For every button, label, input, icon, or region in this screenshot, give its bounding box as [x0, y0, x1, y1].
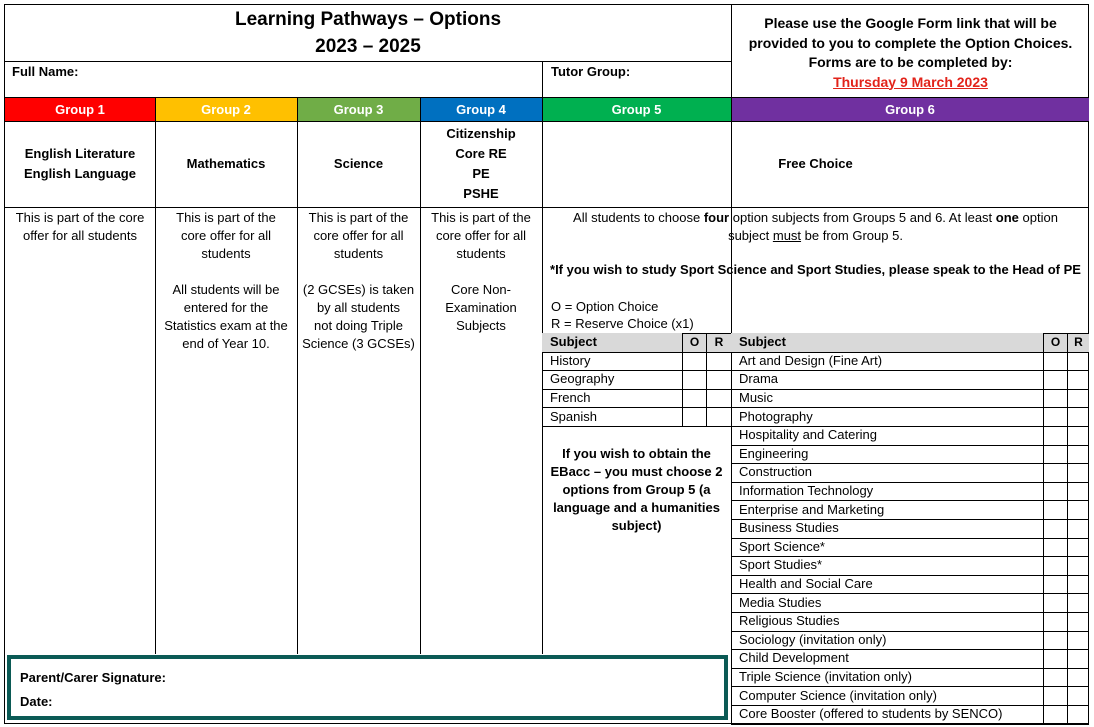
option-choice-cell[interactable]: [1043, 463, 1067, 482]
group-4-subjects: Citizenship Core RE PE PSHE: [446, 126, 516, 201]
subject-name: Core Booster (offered to students by SENCO): [739, 706, 1003, 722]
divider: [542, 426, 731, 427]
group-1-header: Group 1: [5, 97, 155, 121]
subject-name: Information Technology: [739, 483, 874, 499]
option-choice-cell[interactable]: [1043, 519, 1067, 538]
group-6-header: Group 6: [731, 97, 1089, 121]
subject-name: Business Studies: [739, 520, 839, 536]
option-choice-cell[interactable]: [1043, 705, 1067, 724]
group-2-description: This is part of the core offer for all students All students will be entered for the Statistics exam at the end of Year 10.: [164, 210, 288, 351]
option-choice-cell[interactable]: [682, 352, 706, 371]
sport-note: *If you wish to study Sport Science and Sport Studies, please speak to the Head of PE: [550, 262, 1081, 277]
reserve-choice-cell[interactable]: [706, 370, 731, 389]
subject-name: Spanish: [550, 408, 597, 424]
subject-name: Engineering: [739, 445, 809, 461]
option-choice-cell[interactable]: [682, 370, 706, 389]
reserve-choice-cell[interactable]: [1067, 389, 1089, 408]
option-choice-cell[interactable]: [1043, 500, 1067, 519]
reserve-choice-cell[interactable]: [1067, 705, 1089, 724]
reserve-choice-cell[interactable]: [706, 407, 731, 426]
subject-name: Music: [739, 390, 773, 406]
deadline-date: Thursday 9 March 2023: [833, 73, 988, 90]
reserve-choice-cell[interactable]: [1067, 612, 1089, 631]
subject-name: Sociology (invitation only): [739, 631, 887, 647]
reserve-choice-cell[interactable]: [1067, 668, 1089, 687]
subject-name: Triple Science (invitation only): [739, 669, 912, 685]
legend-option: O = Option Choice: [551, 299, 659, 314]
subject-name: Geography: [550, 371, 615, 387]
subject-name: History: [550, 352, 591, 368]
group-3-description: This is part of the core offer for all students (2 GCSEs) is taken by all students not doing Triple Science (3 GCSEs): [302, 210, 415, 351]
option-choice-cell[interactable]: [1043, 575, 1067, 594]
option-choice-cell[interactable]: [1043, 445, 1067, 464]
page-title: [5, 5, 731, 61]
option-choice-cell[interactable]: [682, 389, 706, 408]
subject-column-header: Subject: [731, 333, 1043, 352]
reserve-choice-cell[interactable]: [706, 389, 731, 408]
option-column-header: O: [682, 333, 706, 352]
instruction-line-3: Forms are to be completed by:: [808, 54, 1013, 70]
group-1-subjects: English Literature English Language: [24, 146, 136, 181]
group-4-header: Group 4: [420, 97, 542, 121]
group-3-header: Group 3: [297, 97, 420, 121]
option-choice-cell[interactable]: [1043, 538, 1067, 557]
reserve-choice-cell[interactable]: [1067, 500, 1089, 519]
reserve-choice-cell[interactable]: [1067, 631, 1089, 650]
reserve-choice-cell[interactable]: [706, 352, 731, 371]
subject-name: Child Development: [739, 650, 849, 666]
subject-column-header: Subject: [542, 333, 682, 352]
instruction-line-2: provided to you to complete the Option Choices.: [748, 34, 1073, 51]
group-2-subject: Mathematics: [186, 156, 266, 171]
option-choice-cell[interactable]: [1043, 593, 1067, 612]
free-choice-intro: All students to choose four option subjects from Groups 5 and 6. At least one option subject must be from Group 5.: [573, 210, 1058, 243]
divider: [5, 97, 1089, 98]
reserve-column-header: R: [706, 333, 731, 352]
subject-name: Health and Social Care: [739, 576, 873, 592]
title-line-2: 2023 – 2025: [315, 36, 421, 57]
subject-name: Enterprise and Marketing: [739, 501, 885, 517]
reserve-choice-cell[interactable]: [1067, 538, 1089, 557]
reserve-choice-cell[interactable]: [1067, 649, 1089, 668]
divider: [5, 61, 731, 62]
group-3-subject: Science: [333, 156, 384, 171]
subject-name: Hospitality and Catering: [739, 427, 878, 443]
reserve-choice-cell[interactable]: [1067, 370, 1089, 389]
option-choice-cell[interactable]: [682, 407, 706, 426]
reserve-choice-cell[interactable]: [1067, 482, 1089, 501]
full-name-field[interactable]: Full Name:: [12, 64, 79, 79]
reserve-choice-cell[interactable]: [1067, 593, 1089, 612]
divider: [5, 207, 1089, 208]
subject-name: Sport Studies*: [739, 557, 823, 573]
subject-name: Drama: [739, 371, 779, 387]
group-2-header: Group 2: [155, 97, 297, 121]
reserve-choice-cell[interactable]: [1067, 426, 1089, 445]
subject-name: Construction: [739, 464, 812, 480]
option-choice-cell[interactable]: [1043, 649, 1067, 668]
group-4-description: This is part of the core offer for all students Core Non- Examination Subjects: [431, 210, 531, 333]
option-choice-cell[interactable]: [1043, 556, 1067, 575]
divider: [731, 724, 1089, 725]
reserve-choice-cell[interactable]: [1067, 445, 1089, 464]
reserve-choice-cell[interactable]: [1067, 686, 1089, 705]
option-choice-cell[interactable]: [1043, 668, 1067, 687]
subject-name: Art and Design (Fine Art): [739, 352, 883, 368]
ebacc-note: If you wish to obtain the EBacc – you must choose 2 options from Group 5 (a language and a humanities subject): [550, 446, 723, 533]
option-choice-cell[interactable]: [1043, 631, 1067, 650]
option-choice-cell[interactable]: [1043, 370, 1067, 389]
reserve-column-header: R: [1067, 333, 1089, 352]
group-1-description: This is part of the core offer for all students: [15, 210, 145, 243]
reserve-choice-cell[interactable]: [1067, 352, 1089, 371]
reserve-choice-cell[interactable]: [1067, 407, 1089, 426]
subject-name: Photography: [739, 408, 813, 424]
reserve-choice-cell[interactable]: [1067, 556, 1089, 575]
reserve-choice-cell[interactable]: [1067, 575, 1089, 594]
subject-name: Computer Science (invitation only): [739, 687, 937, 703]
option-choice-cell[interactable]: [1043, 426, 1067, 445]
option-choice-cell[interactable]: [1043, 389, 1067, 408]
group-5-header: Group 5: [542, 97, 731, 121]
option-choice-cell[interactable]: [1043, 612, 1067, 631]
signature-box: [7, 655, 728, 720]
option-choice-cell[interactable]: [1043, 407, 1067, 426]
legend-reserve: R = Reserve Choice (x1): [551, 316, 694, 331]
subject-name: French: [550, 390, 591, 406]
option-choice-cell[interactable]: [1043, 686, 1067, 705]
divider: [542, 61, 543, 97]
subject-name: Media Studies: [739, 594, 822, 610]
option-column-header: O: [1043, 333, 1067, 352]
tutor-group-field[interactable]: Tutor Group:: [551, 64, 631, 79]
free-choice-heading: Free Choice: [778, 156, 853, 171]
date-field[interactable]: Date:: [20, 694, 53, 709]
reserve-choice-cell[interactable]: [1067, 519, 1089, 538]
subject-name: Religious Studies: [739, 613, 840, 629]
instruction-line-1: Please use the Google Form link that will be: [764, 15, 1057, 31]
option-choice-cell[interactable]: [1043, 352, 1067, 371]
option-choice-cell[interactable]: [1043, 482, 1067, 501]
subject-name: Sport Science*: [739, 538, 825, 554]
title-line-1: Learning Pathways – Options: [234, 9, 502, 30]
reserve-choice-cell[interactable]: [1067, 463, 1089, 482]
instruction-box: [731, 5, 1089, 97]
parent-signature-field[interactable]: Parent/Carer Signature:: [20, 670, 166, 685]
